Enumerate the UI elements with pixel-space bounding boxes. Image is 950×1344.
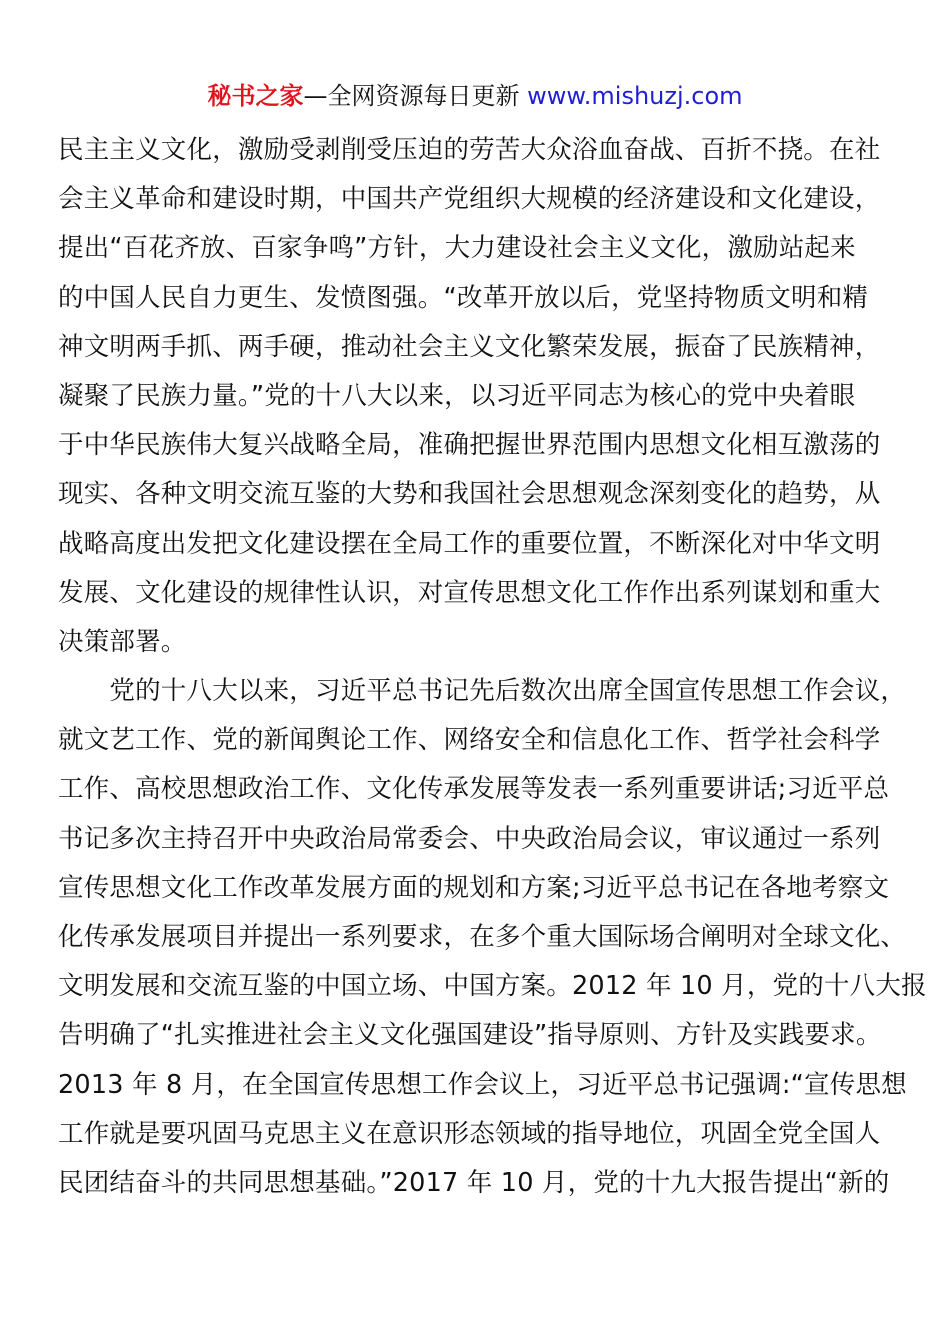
text-line: 2013 年 8 月，在全国宣传思想工作会议上，习近平总书记强调:“宣传思想 [58, 1069, 907, 1100]
text-line: 发展、文化建设的规律性认识，对宣传思想文化工作作出系列谋划和重大 [58, 577, 881, 608]
header-brand: 秘书之家 [207, 82, 304, 110]
text-line: 提出“百花齐放、百家争鸣”方针，大力建设社会主义文化，激励站起来 [58, 233, 856, 264]
text-line: 党的十八大以来，习近平总书记先后数次出席全国宣传思想工作会议， [58, 676, 907, 707]
text-line: 宣传思想文化工作改革发展方面的规划和方案;习近平总书记在各地考察文 [58, 872, 890, 903]
header-tagline: —全网资源每日更新 [303, 82, 528, 110]
text-line: 民团结奋斗的共同思想基础。”2017 年 10 月，党的十九大报告提出“新的 [58, 1167, 890, 1198]
text-line: 会主义革命和建设时期，中国共产党组织大规模的经济建设和文化建设， [58, 184, 881, 215]
text-line: 化传承发展项目并提出一系列要求，在多个重大国际场合阐明对全球文化、 [58, 922, 907, 952]
paragraph-2 [58, 667, 927, 1208]
text-line: 凝聚了民族力量。”党的十八大以来，以习近平同志为核心的党中央着眼 [58, 380, 856, 411]
text-line: 的中国人民自力更生、发愤图强。“改革开放以后，党坚持物质文明和精 [58, 282, 869, 313]
text-line: 工作就是要巩固马克思主义在意识形态领域的指导地位，巩固全党全国人 [58, 1118, 881, 1149]
text-line: 民主主义文化，激励受剥削受压迫的劳苦大众浴血奋战、百折不挠。在社 [58, 135, 881, 165]
page-header [0, 80, 950, 112]
text-line: 现实、各种文明交流互鉴的大势和我国社会思想观念深刻变化的趋势，从 [58, 479, 881, 510]
text-line: 书记多次主持召开中央政治局常委会、中央政治局会议，审议通过一系列 [58, 823, 881, 854]
text-line: 工作、高校思想政治工作、文化传承发展等发表一系列重要讲话;习近平总 [58, 774, 890, 805]
text-line: 战略高度出发把文化建设摆在全局工作的重要位置，不断深化对中华文明 [58, 528, 881, 559]
text-line: 就文艺工作、党的新闻舆论工作、网络安全和信息化工作、哲学社会科学 [58, 725, 881, 756]
text-line: 决策部署。 [58, 626, 187, 657]
document-body [58, 126, 927, 1208]
paragraph-1 [58, 126, 898, 667]
text-line: 告明确了“扎实推进社会主义文化强国建设”指导原则、方针及实践要求。 [58, 1020, 882, 1051]
text-line: 神文明两手抓、两手硬，推动社会主义文化繁荣发展，振奋了民族精神， [58, 331, 881, 362]
text-line: 于中华民族伟大复兴战略全局，准确把握世界范围内思想文化相互激荡的 [58, 430, 881, 461]
text-line: 文明发展和交流互鉴的中国立场、中国方案。2012 年 10 月，党的十八大报 [58, 971, 927, 1002]
header-site-url[interactable]: www.mishuzj.com [527, 82, 743, 110]
